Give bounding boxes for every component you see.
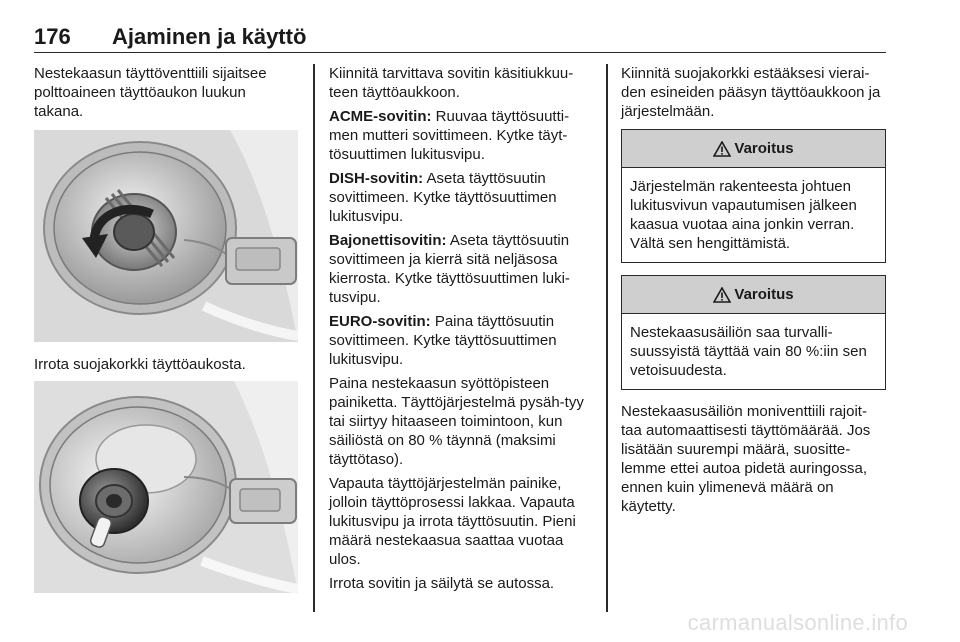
warning-box-1 bbox=[621, 129, 886, 263]
warning-text-2: Nestekaasusäiliön saa turvalli-suussyistä täyttää vain 80 %:iin sen vetoisuudesta. bbox=[630, 324, 867, 379]
warning-triangle-icon bbox=[713, 141, 731, 157]
euro-paragraph bbox=[329, 312, 594, 369]
bayonet-label: Bajonettisovitin: bbox=[329, 232, 447, 249]
column-divider-1 bbox=[313, 64, 315, 612]
page-number: 176 bbox=[34, 24, 71, 49]
watermark: carmanualsonline.info bbox=[687, 610, 908, 635]
acme-label: ACME-sovitin: bbox=[329, 108, 432, 125]
column-3 bbox=[621, 64, 886, 521]
dish-text: Aseta täyttösuutin sovittimeen. Kytke täyttösuuttimen lukitusvipu. bbox=[329, 170, 557, 225]
acme-paragraph bbox=[329, 107, 594, 164]
column-divider-2 bbox=[606, 64, 608, 612]
page-header bbox=[34, 24, 886, 53]
filler-valve-illustration bbox=[34, 381, 298, 593]
intro-paragraph: Nestekaasun täyttöventtiili sijaitsee polttoaineen täyttöaukon luukun takana. bbox=[34, 65, 267, 120]
euro-text: Paina täyttösuutin sovittimeen. Kytke täyttösuuttimen lukitusvipu. bbox=[329, 313, 557, 368]
fuel-flap-photo bbox=[34, 130, 298, 342]
adapter-intro: Kiinnitä tarvittava sovitin käsitiukkuu-teen täyttöaukkoon. bbox=[329, 65, 574, 101]
filler-valve-photo bbox=[34, 381, 298, 593]
warning-box-2 bbox=[621, 275, 886, 390]
dish-paragraph bbox=[329, 169, 594, 226]
button-paragraph: Paina nestekaasun syöttöpisteen painiketta. Täyttöjärjestelmä pysäh-tyy tai siirtyy hitaaseen toimintoon, kun säiliöstä on 80 % täynnä (maksimi täyttötaso). bbox=[329, 375, 584, 468]
column-2 bbox=[329, 64, 594, 598]
warning-triangle-icon bbox=[713, 287, 731, 303]
remove-paragraph: Irrota sovitin ja säilytä se autossa. bbox=[329, 575, 555, 592]
release-paragraph: Vapauta täyttöjärjestelmän painike, jolloin täyttöprosessi lakkaa. Vapauta lukitusvipu ja irrota täyttösuutin. Pieni määrä nestekaasua saattaa vuotaa ulos. bbox=[329, 475, 576, 568]
multivalve-paragraph: Nestekaasusäiliön moniventtiili rajoit-taa automaattisesti täyttömäärää. Jos lisätään suurempi määrä, suositte-lemme ettei autoa pidetä auringossa, ennen kuin ylimenevä määrä on käytetty. bbox=[621, 403, 871, 515]
bayonet-text: Aseta täyttösuutin sovittimeen ja kierrä sitä neljäsosa kierrosta. Kytke täyttösuuttimen luki-tusvipu. bbox=[329, 232, 570, 306]
acme-text: Ruuvaa täyttösuutti-men mutteri sovittimeen. Kytke täyt-tösuuttimen lukitusvipu. bbox=[329, 108, 570, 163]
protective-cap-paragraph: Kiinnitä suojakorkki estääksesi vierai-den esineiden pääsyn täyttöaukkoon ja järjestelmään. bbox=[621, 65, 881, 120]
warning-text-1: Järjestelmän rakenteesta johtuen lukitusvivun vapautumisen jälkeen kaasua vuotaa aina jonkin verran. Vältä sen hengittämistä. bbox=[630, 178, 857, 252]
page-title: Ajaminen ja käyttö bbox=[112, 24, 307, 49]
warning-title-1: Varoitus bbox=[734, 140, 794, 157]
warning-title-2: Varoitus bbox=[734, 286, 794, 303]
euro-label: EURO-sovitin: bbox=[329, 313, 431, 330]
bayonet-paragraph bbox=[329, 231, 594, 307]
fuel-flap-illustration bbox=[34, 130, 298, 342]
warning-header-2 bbox=[622, 276, 885, 314]
dish-label: DISH-sovitin: bbox=[329, 170, 424, 187]
photo-caption: Irrota suojakorkki täyttöaukosta. bbox=[34, 356, 246, 373]
column-1 bbox=[34, 64, 299, 126]
warning-header-1 bbox=[622, 130, 885, 168]
